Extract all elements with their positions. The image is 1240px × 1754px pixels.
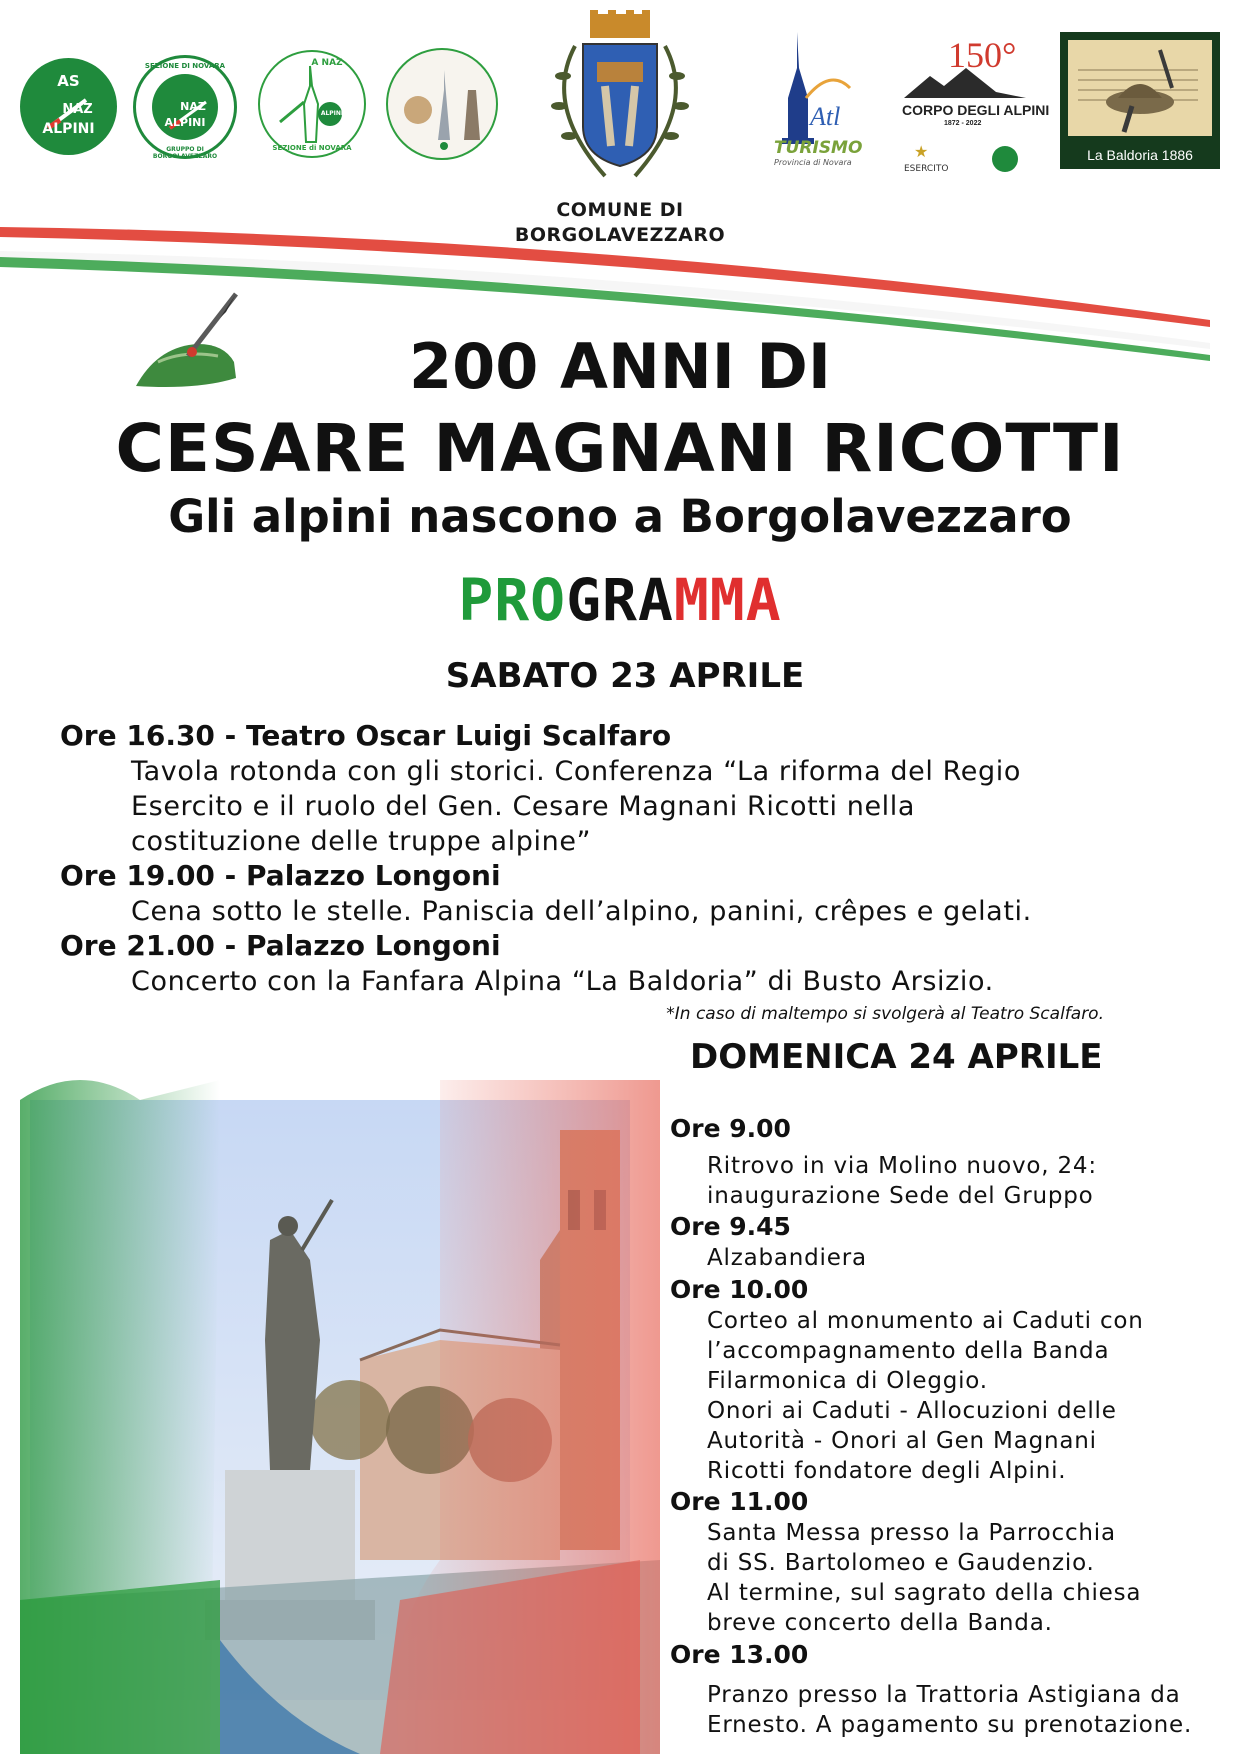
corpo-alpini-150-logo: 150° CORPO DEGLI ALPINI 1872 - 2022 ★ ESERCITO	[902, 35, 1050, 174]
programma-heading	[0, 566, 1240, 634]
event-time: Ore 9.45	[670, 1212, 791, 1241]
event-time: Ore 19.00 - Palazzo Longoni	[60, 859, 501, 892]
comune-name-line1: COMUNE DI	[556, 199, 684, 221]
title-line1: 200 ANNI DI	[409, 330, 831, 403]
comune-name-line2: BORGOLAVEZZARO	[514, 224, 726, 246]
title-line2: CESARE MAGNANI RICOTTI	[115, 410, 1125, 487]
programma-part-red: MMA	[673, 566, 782, 634]
ana-small-badge	[992, 146, 1018, 172]
comune-coat-of-arms	[535, 6, 705, 191]
event-time: Ore 11.00	[670, 1487, 809, 1516]
event-desc: Santa Messa presso la Parrocchia di SS. Bartolomeo e Gaudenzio. Al termine, sul sagrato della chiesa breve concerto della Banda.	[707, 1520, 1142, 1636]
event-time: Ore 21.00 - Palazzo Longoni	[60, 929, 501, 962]
coat-of-arms-icon	[535, 6, 705, 191]
ana-nazionale-alpini-logo: AS NAZ ALPINI	[20, 58, 117, 155]
weather-note: *In caso di maltempo si svolgerà al Teatro Scalfaro.	[666, 1004, 1104, 1024]
event-time: Ore 10.00	[670, 1275, 809, 1304]
star-icon: ★	[914, 142, 929, 161]
event-desc: Concerto con la Fanfara Alpina “La Baldoria” di Busto Arsizio.	[131, 966, 994, 997]
event-time: Ore 9.00	[670, 1114, 791, 1143]
ana-sezione-novara-logo: A NAZ ALPINI SEZIONE di NOVARA	[258, 50, 366, 158]
mountains-icon	[900, 62, 1030, 102]
event-desc: Cena sotto le stelle. Paniscia dell’alpino, panini, crêpes e gelati.	[131, 896, 1032, 927]
event-time: Ore 13.00	[670, 1640, 809, 1669]
saturday-heading: SABATO 23 APRILE	[445, 656, 805, 696]
event-desc: Corteo al monumento ai Caduti con l’accompagnamento della Banda Filarmonica di Oleggio. Onori ai Caduti - Allocuzioni delle Autorità - Onori al Gen Magnani Ricotti fondatore degli Alpini.	[707, 1308, 1144, 1484]
event-time: Ore 16.30 - Teatro Oscar Luigi Scalfaro	[60, 719, 672, 752]
monument-photo	[20, 1040, 660, 1754]
sunday-heading: DOMENICA 24 APRILE	[690, 1037, 1103, 1077]
monument-illustration	[20, 1040, 660, 1754]
event-desc: Alzabandiera	[707, 1245, 867, 1271]
medallion-figures-icon	[388, 50, 500, 162]
ana-gruppo-borgolavezzaro-logo: SEZIONE DI NOVARA GRUPPO DI BORGOLAVEZZARO NAZ ALPINI	[133, 55, 237, 159]
programma-part-green: PRO	[458, 566, 567, 634]
subtitle: Gli alpini nascono a Borgolavezzaro	[168, 490, 1072, 543]
alpine-hat-music-icon	[1068, 40, 1212, 136]
atl-turismo-logo: Atl TURISMO Provincia di Novara	[770, 28, 870, 168]
programma-part-black: GRA	[566, 566, 674, 634]
la-baldoria-logo: La Baldoria 1886	[1060, 32, 1220, 169]
novara-medallion-logo	[386, 48, 498, 160]
event-desc: Pranzo presso la Trattoria Astigiana da Ernesto. A pagamento su prenotazione.	[707, 1682, 1193, 1738]
event-desc: Ritrovo in via Molino nuovo, 24: inaugurazione Sede del Gruppo	[707, 1153, 1097, 1209]
event-desc: Tavola rotonda con gli storici. Conferenza “La riforma del Regio Esercito e il ruolo del Gen. Cesare Magnani Ricotti nella costituzione delle truppe alpine”	[131, 756, 1021, 857]
